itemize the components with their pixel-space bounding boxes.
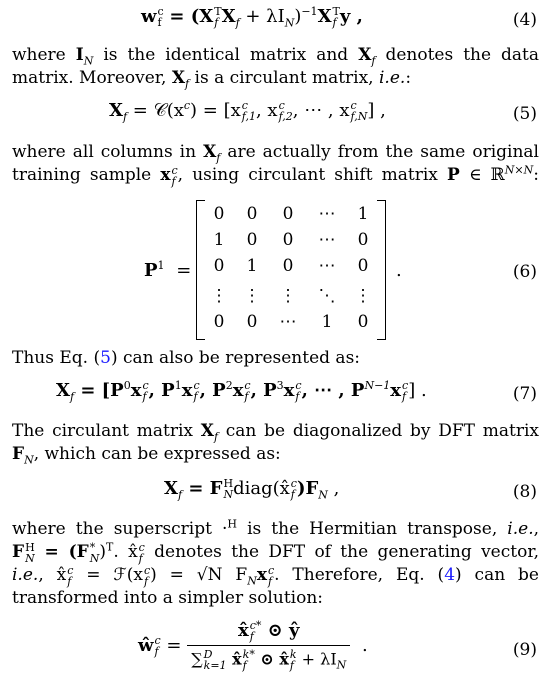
eq7-xN: x	[390, 380, 402, 401]
p5-l3b: , x̂	[38, 565, 67, 585]
p2-l1b: X	[203, 142, 217, 162]
p1-l1c: N	[83, 54, 94, 68]
p2-l2b: x	[160, 165, 171, 185]
eq-ref-4[interactable]: 4	[444, 565, 456, 585]
eq7-c0: c	[142, 379, 149, 392]
p5-l2t: T	[106, 540, 114, 554]
matrix-cell: 0	[282, 256, 294, 276]
eq7-x3: x	[283, 380, 295, 401]
eq8-c: = F	[182, 478, 223, 499]
eq7-e3: 3	[276, 379, 284, 392]
p1-l1g: denotes the data	[375, 45, 540, 65]
eq5-end: ] ,	[367, 100, 386, 121]
eq6-lhs-sup: 1	[157, 259, 165, 272]
eq9-num-a: x̂	[238, 620, 249, 641]
matrix-cell: 0	[246, 230, 258, 250]
p2-line2	[12, 164, 539, 187]
eq4-number: (4)	[512, 10, 537, 30]
p5-line4: transformed into a simpler solution:	[12, 588, 323, 608]
p5-l2star: *	[89, 540, 96, 554]
matrix-cell: 0	[282, 230, 294, 250]
eq4-mid: X	[221, 6, 236, 27]
p1-line1	[12, 44, 539, 67]
p4-l2b: N	[24, 453, 34, 467]
p2-l2c: c	[171, 163, 178, 177]
p5-l2h: H	[25, 540, 35, 554]
p2-l2f: P	[447, 165, 460, 185]
matrix-cell: 1	[246, 256, 258, 276]
eq7-p2: , P	[199, 380, 226, 401]
p2-l2i: :	[533, 165, 539, 185]
p5-l2n: N	[25, 551, 35, 565]
matrix-cell: 1	[213, 230, 225, 250]
equation-5	[0, 100, 551, 134]
matrix-cell: ⋯	[318, 230, 336, 250]
p2-l1c: f	[216, 151, 221, 165]
p5-l3h: ) = √N F	[150, 565, 248, 585]
eq9-number: (9)	[512, 640, 537, 660]
eq7-f1: f	[193, 390, 198, 403]
eq5-dots: , ⋯ , x	[292, 100, 350, 121]
p5-l1c: i.e.	[507, 519, 534, 539]
p5-l3a: i.e.	[12, 565, 39, 585]
eq9-den-f1: f	[242, 659, 247, 672]
p2-l2e: , using circulant shift matrix	[177, 165, 448, 185]
p1-l2f: :	[405, 68, 412, 88]
paragraph-5	[12, 518, 539, 610]
matrix-cell: 0	[357, 230, 369, 250]
p2-l2h: N×N	[504, 163, 534, 177]
eq7-e2: 2	[225, 379, 233, 392]
p2-line1	[12, 141, 539, 164]
p3-a: Thus Eq. (	[12, 348, 101, 368]
eq9-den-sum: ∑	[191, 649, 203, 669]
p2-l2d: f	[171, 174, 176, 188]
p5-l2a: F	[12, 542, 25, 562]
p1-l1e: X	[358, 45, 372, 65]
paragraph-1	[12, 44, 539, 90]
eq4-close: )	[294, 6, 302, 27]
eq9-numerator	[187, 620, 350, 646]
eq5-b: f	[122, 110, 128, 124]
eq8-close: )F	[296, 478, 319, 499]
eq7-c2: c	[244, 379, 251, 392]
p2-l1d: are actually from the same original	[220, 142, 539, 162]
matrix-cell: ⋯	[279, 312, 297, 332]
eq7-fN: f	[402, 390, 407, 403]
eq7-p3: , P	[250, 380, 277, 401]
shift-matrix	[196, 200, 386, 340]
matrix-cell: ⋮	[210, 286, 228, 306]
eq5-number: (5)	[512, 104, 537, 124]
equation-7	[0, 380, 551, 414]
eq8-diag: diag(x̂	[233, 478, 290, 499]
p4-line2	[12, 443, 539, 466]
eq7-c3: c	[295, 379, 302, 392]
eq7-c1: c	[193, 379, 200, 392]
p5-l3g: f	[143, 574, 149, 588]
eq8-end: ,	[327, 478, 340, 499]
eq9-denominator	[187, 646, 350, 671]
p5-line3	[12, 564, 539, 587]
p1-l2d: is a circulant matrix,	[189, 68, 379, 88]
eq9-den-d: + λI	[296, 649, 337, 669]
p4-l2a: F	[12, 444, 25, 464]
p5-l3j: x	[256, 565, 267, 585]
eq9-end: .	[362, 635, 368, 656]
paragraph-3	[12, 347, 539, 370]
eq8-number: (8)	[512, 482, 537, 502]
eq6-eq: =	[176, 260, 192, 281]
eq7-p1: , P	[148, 380, 175, 401]
matrix-cell: 0	[213, 312, 225, 332]
p5-l3i: N	[247, 574, 257, 588]
eq5-c: = 𝒞(x	[127, 100, 184, 121]
eq4-x2: X	[317, 6, 332, 27]
eq7-e0: 0	[123, 379, 131, 392]
eq7-cN: c	[402, 379, 409, 392]
equation-8	[0, 478, 551, 512]
eq9-lhs-wrap	[138, 635, 182, 657]
eq9-den-c: ⊙ x̂	[254, 649, 289, 669]
p5-l1a: where the superscript ·	[12, 519, 228, 539]
eq5-s2: f,2	[278, 110, 293, 123]
p5-l2e: denotes the DFT of the generating vector,	[144, 542, 539, 562]
p5-l2b: = (F	[34, 542, 89, 562]
eq6-end: .	[396, 260, 402, 281]
eq7-f3: f	[295, 390, 300, 403]
paragraph-4	[12, 420, 539, 466]
eq7-dots: , ⋯ , P	[301, 380, 365, 401]
eq4-lhs: w	[141, 6, 157, 27]
eq4-n: N	[284, 16, 295, 30]
eq6-lhs-wrap	[144, 260, 191, 281]
matrix-bracket-right	[377, 200, 386, 340]
eq5-s1: f,1	[241, 110, 256, 123]
eq5-e: ) = [x	[190, 100, 241, 121]
eq4-lhs-sub: f	[157, 16, 162, 29]
eq7-number: (7)	[512, 384, 537, 404]
eq9-eq: =	[166, 634, 182, 656]
eq7-e1: 1	[174, 379, 182, 392]
eq7-c: = [P	[74, 380, 124, 401]
eq7-a: X	[56, 380, 70, 401]
eq4-plus: + λI	[239, 6, 285, 27]
p5-line2	[12, 541, 539, 564]
eq9-num-sub: f	[249, 630, 254, 643]
eq4-inv: −1	[301, 5, 318, 18]
p4-l1a: The circulant matrix	[12, 421, 201, 441]
eq7-eN: N−1	[364, 379, 391, 392]
eq7-x0: x	[130, 380, 142, 401]
eq5-comma1: , x	[255, 100, 278, 121]
p1-l1a: where	[12, 45, 76, 65]
matrix-cell: 0	[357, 312, 369, 332]
eq-ref-5[interactable]: 5	[100, 348, 111, 368]
p1-l1b: I	[75, 45, 84, 65]
equation-4	[0, 6, 551, 40]
eq4-midb: f	[235, 16, 240, 30]
matrix-cell: ⋯	[318, 204, 336, 224]
eq5-c3: c	[350, 99, 357, 112]
matrix-cell: 1	[357, 204, 369, 224]
p1-l2c: f	[185, 77, 190, 91]
eq9-den-sub: k=1	[203, 659, 227, 672]
eq9-den-f2: f	[289, 659, 294, 672]
eq7-end: ] .	[408, 380, 427, 401]
eq9-num-b: ⊙ ŷ	[261, 620, 300, 641]
p1-l1f: f	[371, 54, 376, 68]
eq4-lhs-sup: c	[157, 5, 164, 18]
matrix-cell: 0	[282, 204, 294, 224]
eq9-num-sup: c*	[249, 619, 262, 632]
p1-l2b: X	[171, 68, 186, 88]
eq6-lhs: P	[144, 260, 158, 281]
matrix-cell: 0	[246, 204, 258, 224]
eq7-x2: x	[232, 380, 244, 401]
eq7-x1: x	[181, 380, 193, 401]
eq9-lhs: ŵ	[138, 634, 154, 656]
p5-line1	[12, 518, 539, 541]
eq9-lhs-sub: f	[154, 644, 159, 658]
eq4-rhs-open: = (X	[169, 6, 214, 27]
eq9-den-n: N	[336, 658, 347, 672]
eq4-t2b: f	[332, 16, 337, 29]
eq8-n: N	[223, 488, 234, 501]
matrix-cell: ⋮	[243, 286, 261, 306]
eq8-n2: N	[318, 488, 328, 502]
p1-line2	[12, 67, 539, 90]
p5-l2c: )	[99, 542, 106, 562]
p2-l2g: ∈ ℝ	[459, 165, 505, 185]
matrix-cell: ⋯	[318, 256, 336, 276]
p5-l3d: = ℱ(x	[73, 565, 143, 585]
p5-l2df: f	[138, 551, 143, 565]
p5-l3n: ) can be	[455, 565, 539, 585]
eq5-s3: f,N	[350, 110, 368, 123]
p4-l1c: f	[213, 430, 219, 444]
p2-l2a: training sample	[12, 165, 161, 185]
p1-l1d: is the identical matrix and	[93, 45, 359, 65]
eq9-den-k1: k*	[242, 648, 255, 661]
p5-l1b: is the Hermitian transpose,	[237, 519, 508, 539]
eq7-f2: f	[244, 390, 249, 403]
matrix-cell: 1	[321, 312, 333, 332]
eq7-f0: f	[142, 390, 147, 403]
p3-b: ) can also be represented as:	[110, 348, 361, 368]
eq5-a: X	[109, 100, 123, 121]
matrix-cell: ⋱	[318, 286, 336, 306]
eq5-c1: c	[241, 99, 248, 112]
p5-l3f: f	[67, 574, 72, 588]
p5-l2n2: N	[89, 551, 100, 565]
p5-l3k: c	[267, 563, 275, 577]
eq8-a: X	[164, 478, 178, 499]
eq9-den-k2: k	[289, 648, 297, 661]
eq8-h: H	[223, 477, 234, 490]
p1-l2a: matrix. Moreover,	[12, 68, 172, 88]
p5-l3e: c	[143, 563, 151, 577]
eq6-number: (6)	[512, 262, 537, 282]
matrix-cell: 0	[213, 256, 225, 276]
eq4-t1: T	[214, 5, 222, 18]
p4-line1	[12, 420, 539, 443]
p5-l1sup: H	[227, 517, 238, 531]
eq9-fraction	[187, 620, 350, 671]
p2-l1a: where all columns in	[12, 142, 204, 162]
matrix-cell: 0	[213, 204, 225, 224]
eq9-den-b: x̂	[226, 649, 242, 669]
matrix-cell: 0	[357, 256, 369, 276]
eq8-df: f	[290, 488, 295, 501]
p1-l2e: i.e.	[379, 68, 406, 88]
p5-l2dc: c	[138, 540, 145, 554]
p5-l3c: c	[67, 563, 74, 577]
p5-l1d: ,	[533, 519, 540, 539]
eq4-y: y ,	[339, 6, 363, 27]
matrix-cell: ⋮	[279, 286, 297, 306]
equation-9	[0, 620, 551, 690]
eq5-d: c	[183, 99, 191, 112]
eq8-dc: c	[290, 477, 297, 490]
eq9-lhs-sup: c	[154, 633, 161, 647]
eq9-body	[138, 620, 368, 671]
matrix-cell: 0	[246, 312, 258, 332]
p4-l1d: can be diagonalized by DFT matrix	[218, 421, 539, 441]
eq8-b: f	[177, 488, 183, 502]
eq4-t2: T	[332, 5, 340, 18]
p4-l2c: , which can be expressed as:	[33, 444, 281, 464]
p5-l2d: . x̂	[113, 542, 138, 562]
equation-6	[0, 200, 551, 342]
eq4-t1b: f	[214, 16, 219, 29]
eq7-b: f	[69, 390, 75, 404]
eq9-den-sup: D	[203, 648, 213, 661]
paragraph-2	[12, 141, 539, 187]
p5-l3l: f	[267, 574, 273, 588]
p5-l3m: . Therefore, Eq. (	[274, 565, 445, 585]
eq5-c2: c	[278, 99, 285, 112]
p4-l1b: X	[200, 421, 214, 441]
matrix-cell: ⋮	[354, 286, 372, 306]
